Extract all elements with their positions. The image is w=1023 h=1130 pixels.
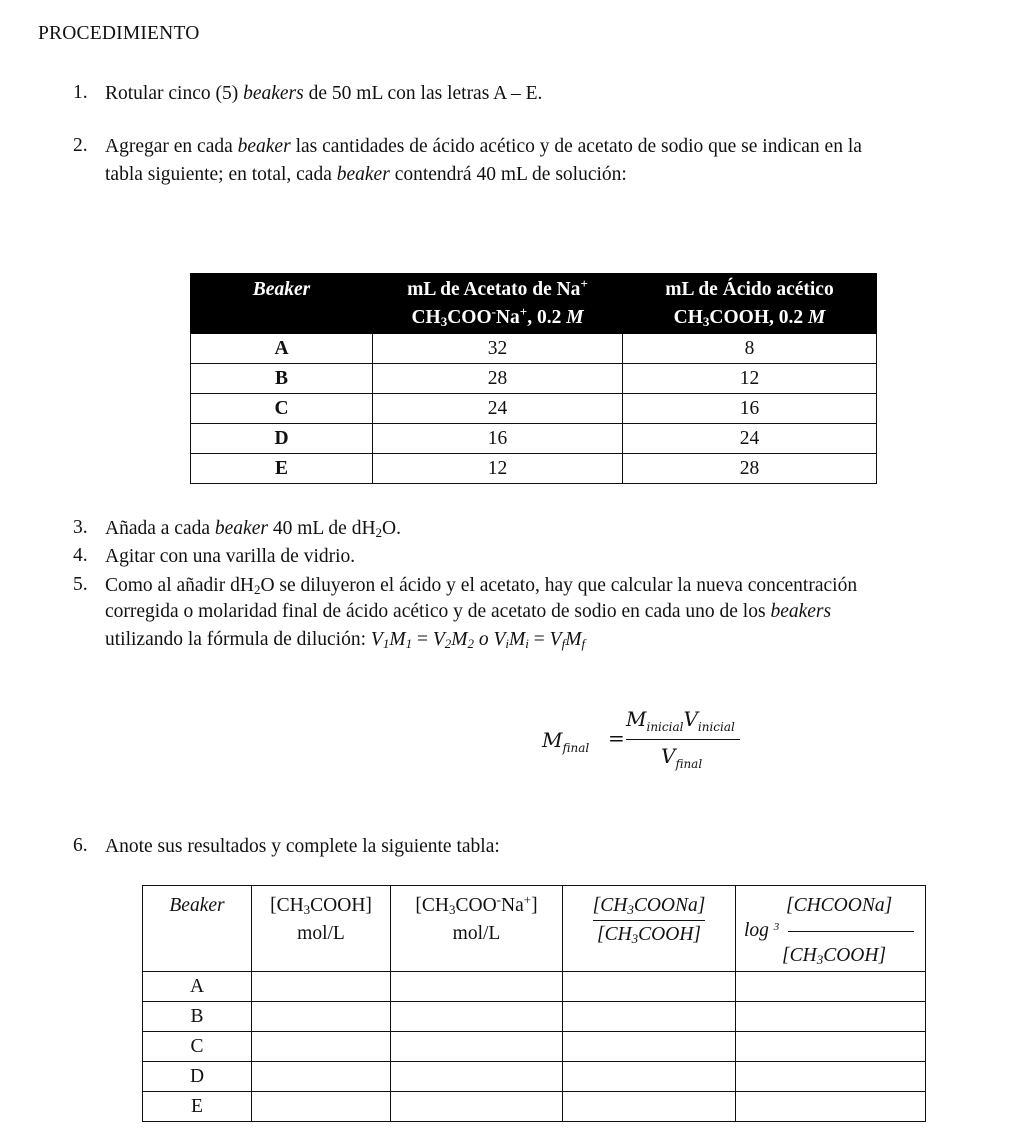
header-beaker: Beaker (191, 274, 373, 334)
formula-numerator: $M_{inicial}V_{inicial}$ (626, 707, 735, 734)
formula-lhs: $M_{final}$ (542, 728, 590, 755)
step-number: 2. (73, 135, 88, 156)
header-acid-conc: $[CH_3COOH]$ mol/L (252, 886, 391, 972)
empty-cell[interactable] (252, 1002, 391, 1032)
cell-beaker: D (191, 424, 373, 454)
table-row (143, 972, 926, 1002)
table-row (143, 1002, 926, 1032)
formula-denominator: $V_{final}$ (661, 744, 703, 771)
empty-cell[interactable] (252, 1092, 391, 1122)
cell-acetate: 32 (373, 334, 623, 364)
step-text: tabla siguiente; en total, cada beaker contendrá 40 mL de solución: (105, 164, 627, 185)
empty-cell[interactable] (252, 1032, 391, 1062)
formula-fraction-bar (626, 739, 740, 740)
header-acetate-conc: $[CH_3COO^-Na^+]$ mol/L (391, 886, 563, 972)
empty-cell[interactable] (736, 1002, 926, 1032)
empty-cell[interactable] (563, 1092, 736, 1122)
table-row (143, 1032, 926, 1062)
step-number: 1. (73, 82, 88, 103)
empty-cell[interactable] (252, 1062, 391, 1092)
empty-cell[interactable] (391, 972, 563, 1002)
cell-beaker: A (143, 972, 252, 1002)
step-text: Añada a cada beaker 40 mL de $dH_2O$. (105, 518, 402, 540)
table-header-row (143, 886, 926, 972)
table-row (191, 424, 877, 454)
cell-beaker: A (191, 334, 373, 364)
table-header-row (191, 274, 877, 334)
cell-acetate: 24 (373, 394, 623, 424)
fraction-bar (788, 931, 914, 932)
step-text: Anote sus resultados y complete la siguiente tabla: (105, 836, 500, 857)
header-acid: mL de Ácido acético $CH_3COOH$, 0.2 M (623, 274, 877, 334)
table-row (191, 454, 877, 484)
cell-beaker: C (191, 394, 373, 424)
step-number: 4. (73, 545, 88, 566)
empty-cell[interactable] (391, 1092, 563, 1122)
header-acetate: mL de Acetato de Na+ $CH_3COO^-Na^+$, 0.2 M (373, 274, 623, 334)
cell-beaker: B (191, 364, 373, 394)
cell-beaker: C (143, 1032, 252, 1062)
step-text: Como al añadir $dH_2O$ se diluyeron el ácido y el acetato, hay que calcular la nueva concentración (105, 575, 858, 597)
dilution-formula-inline: utilizando la fórmula de dilución: $V_1M_1 = V_2M_2$ o $V_iM_i = V_fM_f$ (105, 629, 586, 651)
cell-acetate: 12 (373, 454, 623, 484)
empty-cell[interactable] (736, 1032, 926, 1062)
empty-cell[interactable] (736, 1092, 926, 1122)
cell-beaker: B (143, 1002, 252, 1032)
header-ratio: $[CH_3COONa]$ $[CH_3COOH]$ (563, 886, 736, 972)
empty-cell[interactable] (563, 1002, 736, 1032)
cell-acid: 24 (623, 424, 877, 454)
table-row (191, 334, 877, 364)
cell-beaker: D (143, 1062, 252, 1092)
cell-acid: 28 (623, 454, 877, 484)
step-number: 6. (73, 835, 88, 856)
empty-cell[interactable] (391, 1032, 563, 1062)
step-number: 3. (73, 517, 88, 538)
table-row (143, 1062, 926, 1092)
cell-acetate: 28 (373, 364, 623, 394)
step-text: Rotular cinco (5) beakers de 50 mL con las letras A – E. (105, 83, 543, 104)
cell-acetate: 16 (373, 424, 623, 454)
results-table (142, 885, 926, 1122)
empty-cell[interactable] (391, 1062, 563, 1092)
empty-cell[interactable] (252, 972, 391, 1002)
empty-cell[interactable] (391, 1002, 563, 1032)
volumes-table (190, 273, 877, 484)
table-row (191, 394, 877, 424)
header-log-ratio: [CHCOONa] log $^3$ $[CH_3COOH]$ (736, 886, 926, 972)
table-row (143, 1092, 926, 1122)
cell-beaker: E (191, 454, 373, 484)
empty-cell[interactable] (736, 1062, 926, 1092)
cell-acid: 12 (623, 364, 877, 394)
empty-cell[interactable] (563, 1032, 736, 1062)
header-beaker: Beaker (143, 886, 252, 972)
page-title: PROCEDIMIENTO (38, 23, 200, 44)
step-text: corregida o molaridad final de ácido acético y de acetato de sodio en cada uno de los beakers (105, 601, 832, 622)
empty-cell[interactable] (736, 972, 926, 1002)
table-row (191, 364, 877, 394)
step-text: Agitar con una varilla de vidrio. (105, 546, 356, 567)
empty-cell[interactable] (563, 972, 736, 1002)
formula-equals: = (608, 726, 625, 750)
cell-acid: 16 (623, 394, 877, 424)
empty-cell[interactable] (563, 1062, 736, 1092)
cell-acid: 8 (623, 334, 877, 364)
step-text: Agregar en cada beaker las cantidades de ácido acético y de acetato de sodio que se indican en la (105, 136, 862, 157)
cell-beaker: E (143, 1092, 252, 1122)
step-number: 5. (73, 574, 88, 595)
dilution-formula (540, 704, 760, 784)
